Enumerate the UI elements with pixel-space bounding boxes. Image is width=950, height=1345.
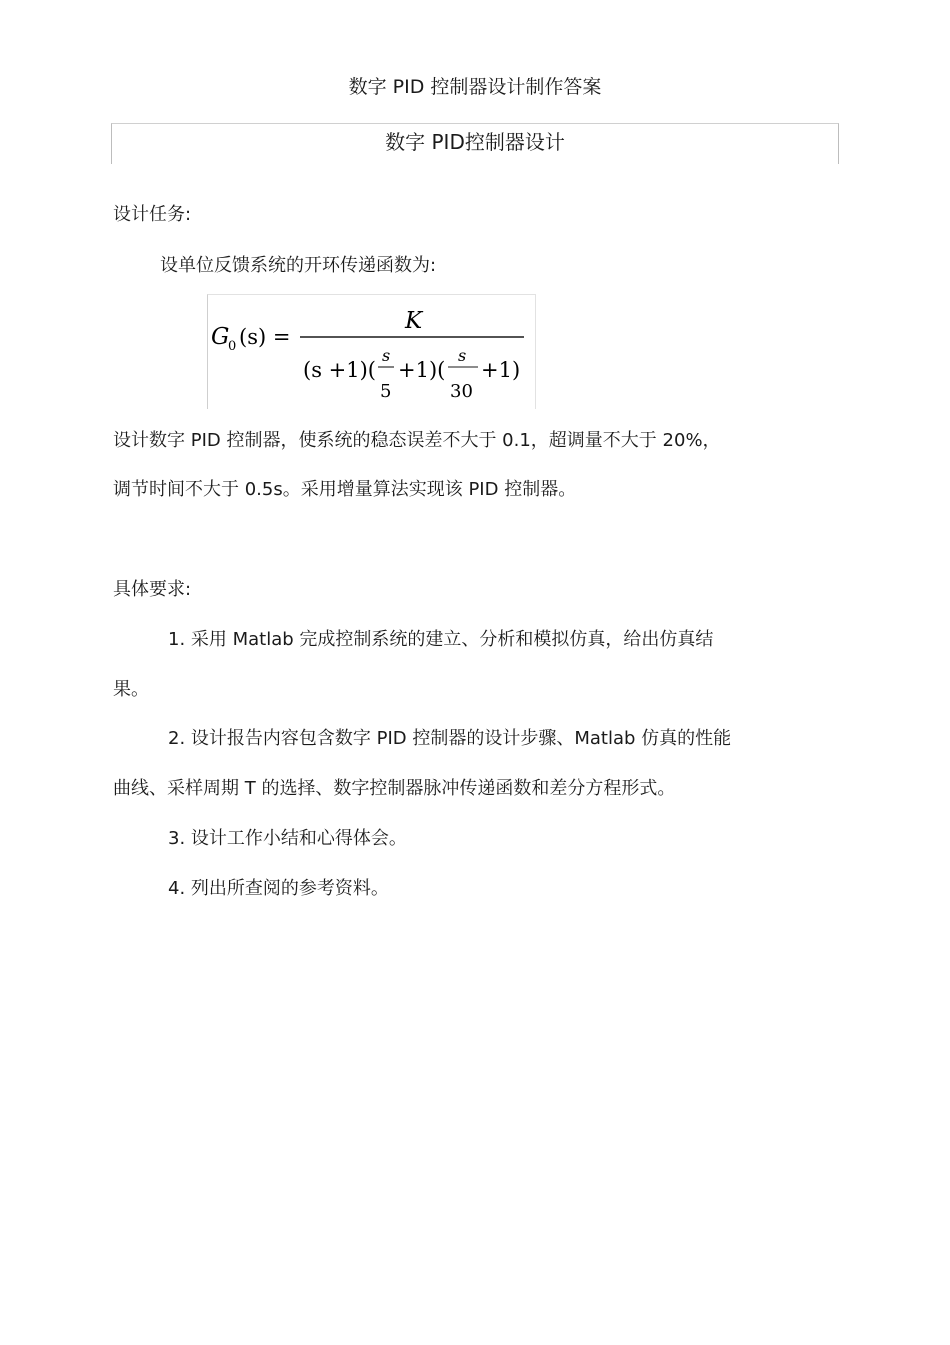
title-box <box>111 123 839 164</box>
requirement-line-2: 调节时间不大于 0.5s。采用增量算法实现该 PID 控制器。 <box>113 479 577 500</box>
req-item-4: 4. 列出所查阅的参考资料。 <box>168 878 389 899</box>
req-item-1-line-1: 1. 采用 Matlab 完成控制系统的建立、分析和模拟仿真，给出仿真结 <box>168 629 714 650</box>
requirements-heading: 具体要求: <box>113 579 192 600</box>
req-item-3: 3. 设计工作小结和心得体会。 <box>168 828 407 849</box>
formula-lhs: G <box>211 324 230 350</box>
formula-numerator: K <box>405 308 423 334</box>
formula-factor1: (s +1)( <box>303 358 376 382</box>
document-title: 数字 PID 控制器设计制作答案 <box>348 76 602 98</box>
formula-lhs-arg: (s) = <box>239 325 291 349</box>
frac1-denominator: 5 <box>380 381 392 402</box>
frac1-numerator: s <box>382 346 391 365</box>
requirement-line-1: 设计数字 PID 控制器，使系统的稳态误差不大于 0.1，超调量不大于 20%， <box>113 430 721 451</box>
formula-graphic <box>208 295 535 409</box>
section-title: 数字 PID控制器设计 <box>385 130 565 154</box>
transfer-function-formula <box>207 294 536 409</box>
req-item-2-line-1: 2. 设计报告内容包含数字 PID 控制器的设计步骤、Matlab 仿真的性能 <box>168 728 732 749</box>
req-item-1-line-2: 果。 <box>113 679 149 700</box>
formula-factor3: +1) <box>481 358 521 382</box>
frac2-numerator: s <box>458 346 467 365</box>
task-intro: 设单位反馈系统的开环传递函数为: <box>160 255 437 276</box>
frac2-denominator: 30 <box>450 381 473 402</box>
formula-factor2: +1)( <box>398 358 446 382</box>
task-heading: 设计任务: <box>113 204 192 225</box>
req-item-2-line-2: 曲线、采样周期 T 的选择、数字控制器脉冲传递函数和差分方程形式。 <box>113 778 676 799</box>
formula-lhs-sub: 0 <box>228 339 237 354</box>
